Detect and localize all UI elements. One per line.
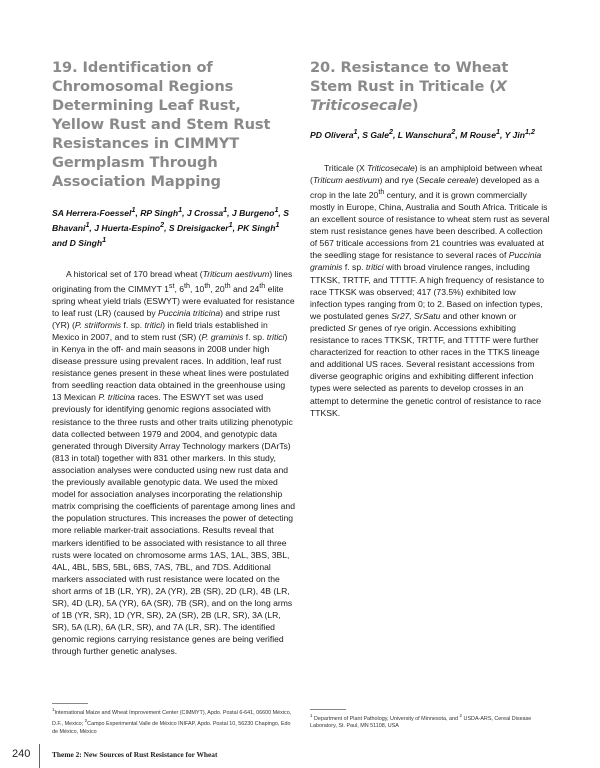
right-article	[310, 58, 550, 419]
right-article-abstract: Triticale (X Triticosecale) is an amphiploid between wheat (Triticum aestivum) and rye (Secale cereale) developed as a crop in the late 20th century, and it is grown commercially mostly in Europe, China, Australia and South Africa. Triticale is an excellent source of resistance to wheat stem rust as several stem rust resistance genes have been described. A collection of 567 triticale accessions from 21 countries was evaluated at the seedling stage for resistance to several races of Puccinia graminis f. sp. tritici with broad virulence ranges, including TTKSK, TRTTF, and TTTTF. A high frequency of resistance to race TTKSK was observed; 417 (73.5%) exhibited low infection types ranging from 0; to 2. Based on infection types, we postulated genes Sr27, SrSatu and other known or predicted Sr genes of rye origin. Accessions exhibiting resistance to races TTKSK, TRTTF, and TTTTF were further characterized for reaction to other races in the TTKS lineage and additional US races. Several resistant accessions from diverse geographic origins and exhibiting different infection types were selected as parents to develop crosses in an attempt to determine the genetic control of resistance to race TTKSK.	[310, 162, 550, 418]
left-article	[52, 58, 296, 657]
page-number: 240	[12, 748, 31, 760]
right-article-footnote: $^1$ Department of Plant Pathology, University of Minnesota, and $^2$ USDA-ARS, Cereal Disease Laboratory, St. Paul, MN 51108, USA	[310, 713, 532, 730]
right-article-title: 20. Resistance to Wheat Stem Rust in Triticale (X Triticosecale)	[310, 59, 509, 114]
right-footnote-divider	[310, 709, 346, 710]
left-article-footnote: $^1$International Maize and Wheat Improvement Center (CIMMYT), Apdo. Postal 6-641, 06600 México, D.F., Mexico; $^2$Campo Experimental Valle de México INIFAP, Apdo. Postal 10, 56230 Chapingo, Edo de México, México	[52, 707, 292, 735]
footer-divider	[39, 744, 40, 768]
left-article-authors: SA Herrera-Foessel$^1$, RP Singh$^1$, J Crossa$^1$, J Burgeno$^1$, S Bhavani$^1$, J Huerta-Espino$^2$, S Dreisigacker$^1$, PK Singh$^1$ and D Singh$^1$	[52, 206, 289, 248]
right-article-authors: PD Olivera$^1$, S Gale$^2$, L Wanschura$^2$, M Rouse$^1$, Y Jin$^{1,2}$	[310, 128, 535, 140]
left-article-title: 19. Identification of Chromosomal Regions Determining Leaf Rust, Yellow Rust and Stem Rust Resistances in CIMMYT Germplasm Through Association Mapping	[52, 59, 271, 190]
left-article-abstract: A historical set of 170 bread wheat (Triticum aestivum) lines originating from the CIMMYT 1st, 6th, 10th, 20th and 24th elite spring wheat yield trials (ESWYT) were evaluated for resistance to leaf rust (LR) (caused by Puccinia triticina) and stripe rust (YR) (P. striiformis f. sp. tritici) in field trials established in Mexico in 2007, and to stem rust (SR) (P. graminis f. sp. tritici) in Kenya in the off- and main seasons in 2008 under high disease pressure using prevalent races. In addition, leaf rust resistance genes present in these wheat lines were postulated from seedling reaction data obtained in the greenhouse using 13 Mexican P. triticina races. The ESWYT set was used previously for identifying genomic regions associated with resistance to the three rusts and other traits utilizing phenotypic data collected between 1979 and 2004, and genotypic data generated through Diversity Array Technology markers (DArTs) (813 in total) together with 831 other markers. In this study, association analyses were conducted using new rust data and the previously available genotypic data. We used the mixed model for association analyses incorporating the relationship matrix comprising the coefficients of parentage among lines and the population structures. This increases the power of detecting more reliable marker-trait associations. Results reveal that markers identified to be associated with resistance to all three rusts were located on chromosome arms 1AS, 1AL, 3BS, 3BL, 4AL, 4BL, 5BS, 5BL, 6BS, 7AS, 7BL, and 7DS. Additional markers associated with rust resistance were located on the short arms of 1B (LR, YR), 2A (YR), 2B (SR), 2D (LR), 4B (LR, SR), 4D (LR), 5A (YR), 6A (SR), 7B (SR), and on the long arms of 1B (YR, SR), 1D (YR, SR), 2A (SR), 2B (LR, SR), 3A (LR, SR), 5A (LR), 6A (LR, SR), and 7A (LR, SR). The identified genomic regions carrying resistance genes are being verified through further genetic analyses.	[52, 268, 295, 657]
running-title: Theme 2: New Sources of Rust Resistance for Wheat	[52, 750, 218, 759]
left-footnote-divider	[52, 703, 88, 704]
